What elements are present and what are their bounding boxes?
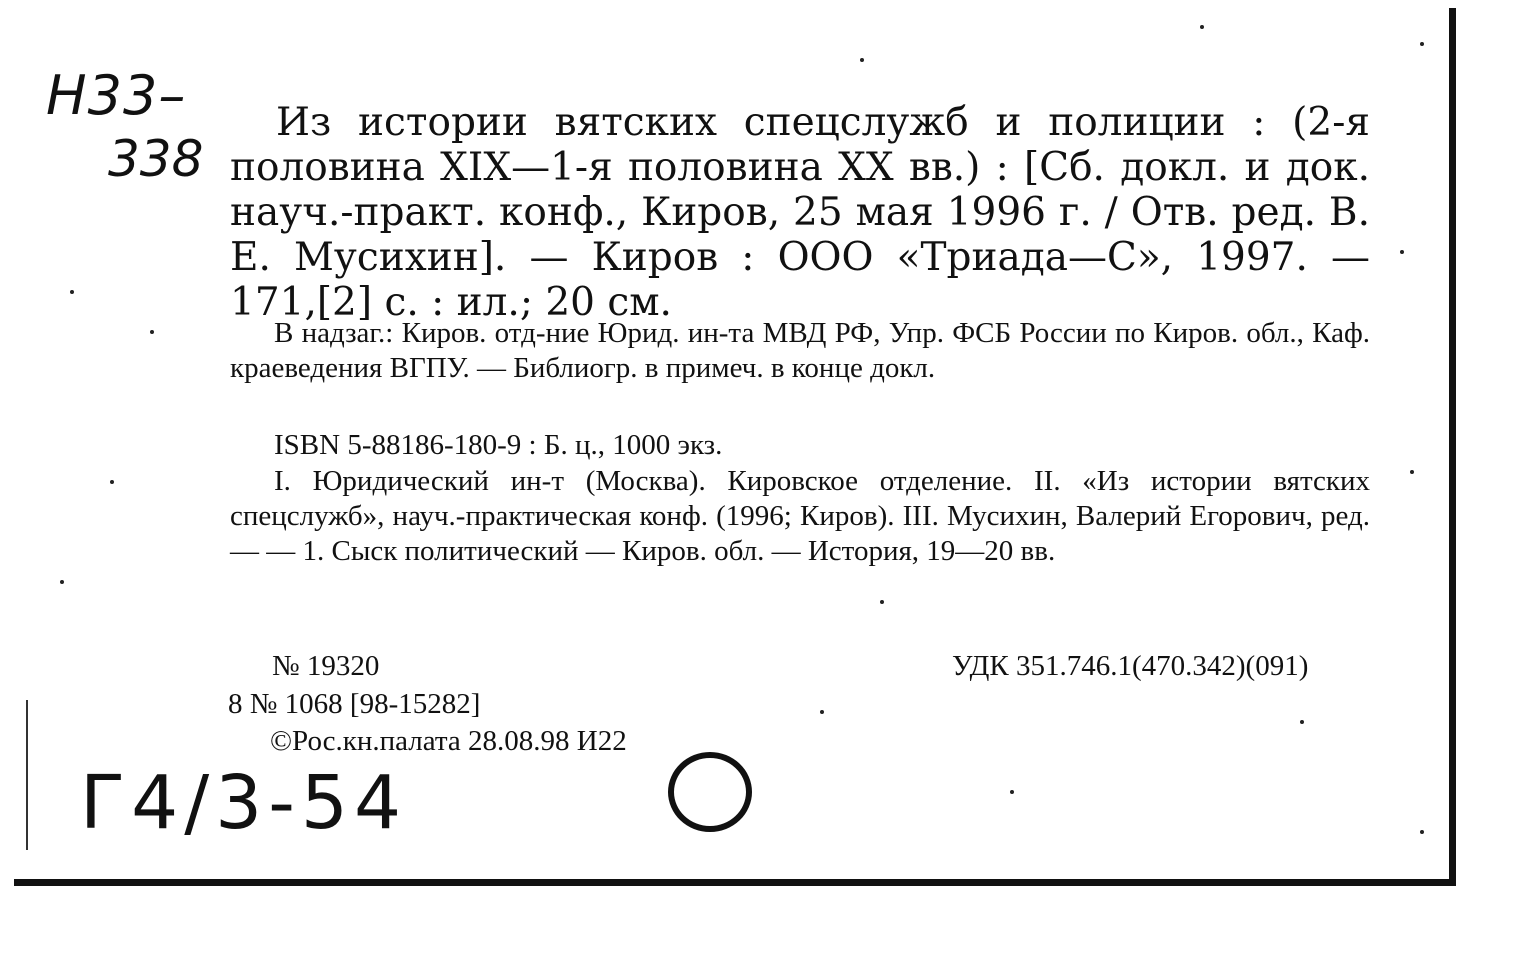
handwritten-shelf-mark-line1: Н33–: [46, 64, 187, 127]
scan-speck: [150, 330, 154, 334]
scan-speck: [1420, 830, 1424, 834]
scan-speck: [1010, 790, 1014, 794]
main-bibliographic-entry: [230, 100, 1370, 325]
scan-speck: [1300, 720, 1304, 724]
scan-speck: [60, 580, 64, 584]
isbn-text: ISBN 5-88186-180-9 : Б. ц., 1000 экз.: [274, 429, 723, 461]
handwritten-bottom-mark: Г4/3-54: [80, 760, 408, 846]
card-left-edge-mark: [26, 700, 28, 850]
scan-speck: [110, 480, 114, 484]
udk-code: УДК 351.746.1(470.342)(091): [952, 650, 1309, 682]
scan-speck: [1200, 25, 1204, 29]
punched-hole-circle: [668, 752, 752, 832]
scan-speck: [1410, 470, 1414, 474]
scan-speck: [860, 58, 864, 62]
record-number-secondary: 8 № 1068 [98-15282]: [228, 688, 481, 720]
record-number: № 19320: [272, 650, 380, 682]
scan-speck: [70, 290, 74, 294]
copyright-line: ©Рос.кн.палата 28.08.98 И22: [270, 725, 627, 757]
handwritten-shelf-mark-line2: 338: [108, 130, 204, 188]
isbn-block: [230, 428, 1370, 463]
tracings-block: [230, 464, 1370, 569]
scan-speck: [1420, 42, 1424, 46]
notes-text: В надзаг.: Киров. отд-ние Юрид. ин-та МВД РФ, Упр. ФСБ России по Киров. обл., Каф. краеведения ВГПУ. — Библиогр. в примеч. в конце докл.: [230, 317, 1370, 384]
notes-block: [230, 316, 1370, 386]
tracings-text: I. Юридический ин-т (Москва). Кировское отделение. II. «Из истории вятских спецслужб», науч.-практическая конф. (1996; Киров). III. Мусихин, Валерий Егорович, ред. — — 1. Сыск политический — Киров. обл. — История, 19—20 вв.: [230, 465, 1370, 567]
scan-speck: [1400, 250, 1404, 254]
scan-speck: [880, 600, 884, 604]
scan-speck: [820, 710, 824, 714]
main-entry-text: Из истории вятских спецслужб и полиции : (2-я половина XIX—1-я половина XX вв.) : [Сб. докл. и док. науч.-практ. конф., Киров, 25 мая 1996 г. / Отв. ред. В. Е. Мусихин]. — Киров : ООО «Триада—С», 1997. — 171,[2] с. : ил.; 20 см.: [230, 100, 1370, 325]
